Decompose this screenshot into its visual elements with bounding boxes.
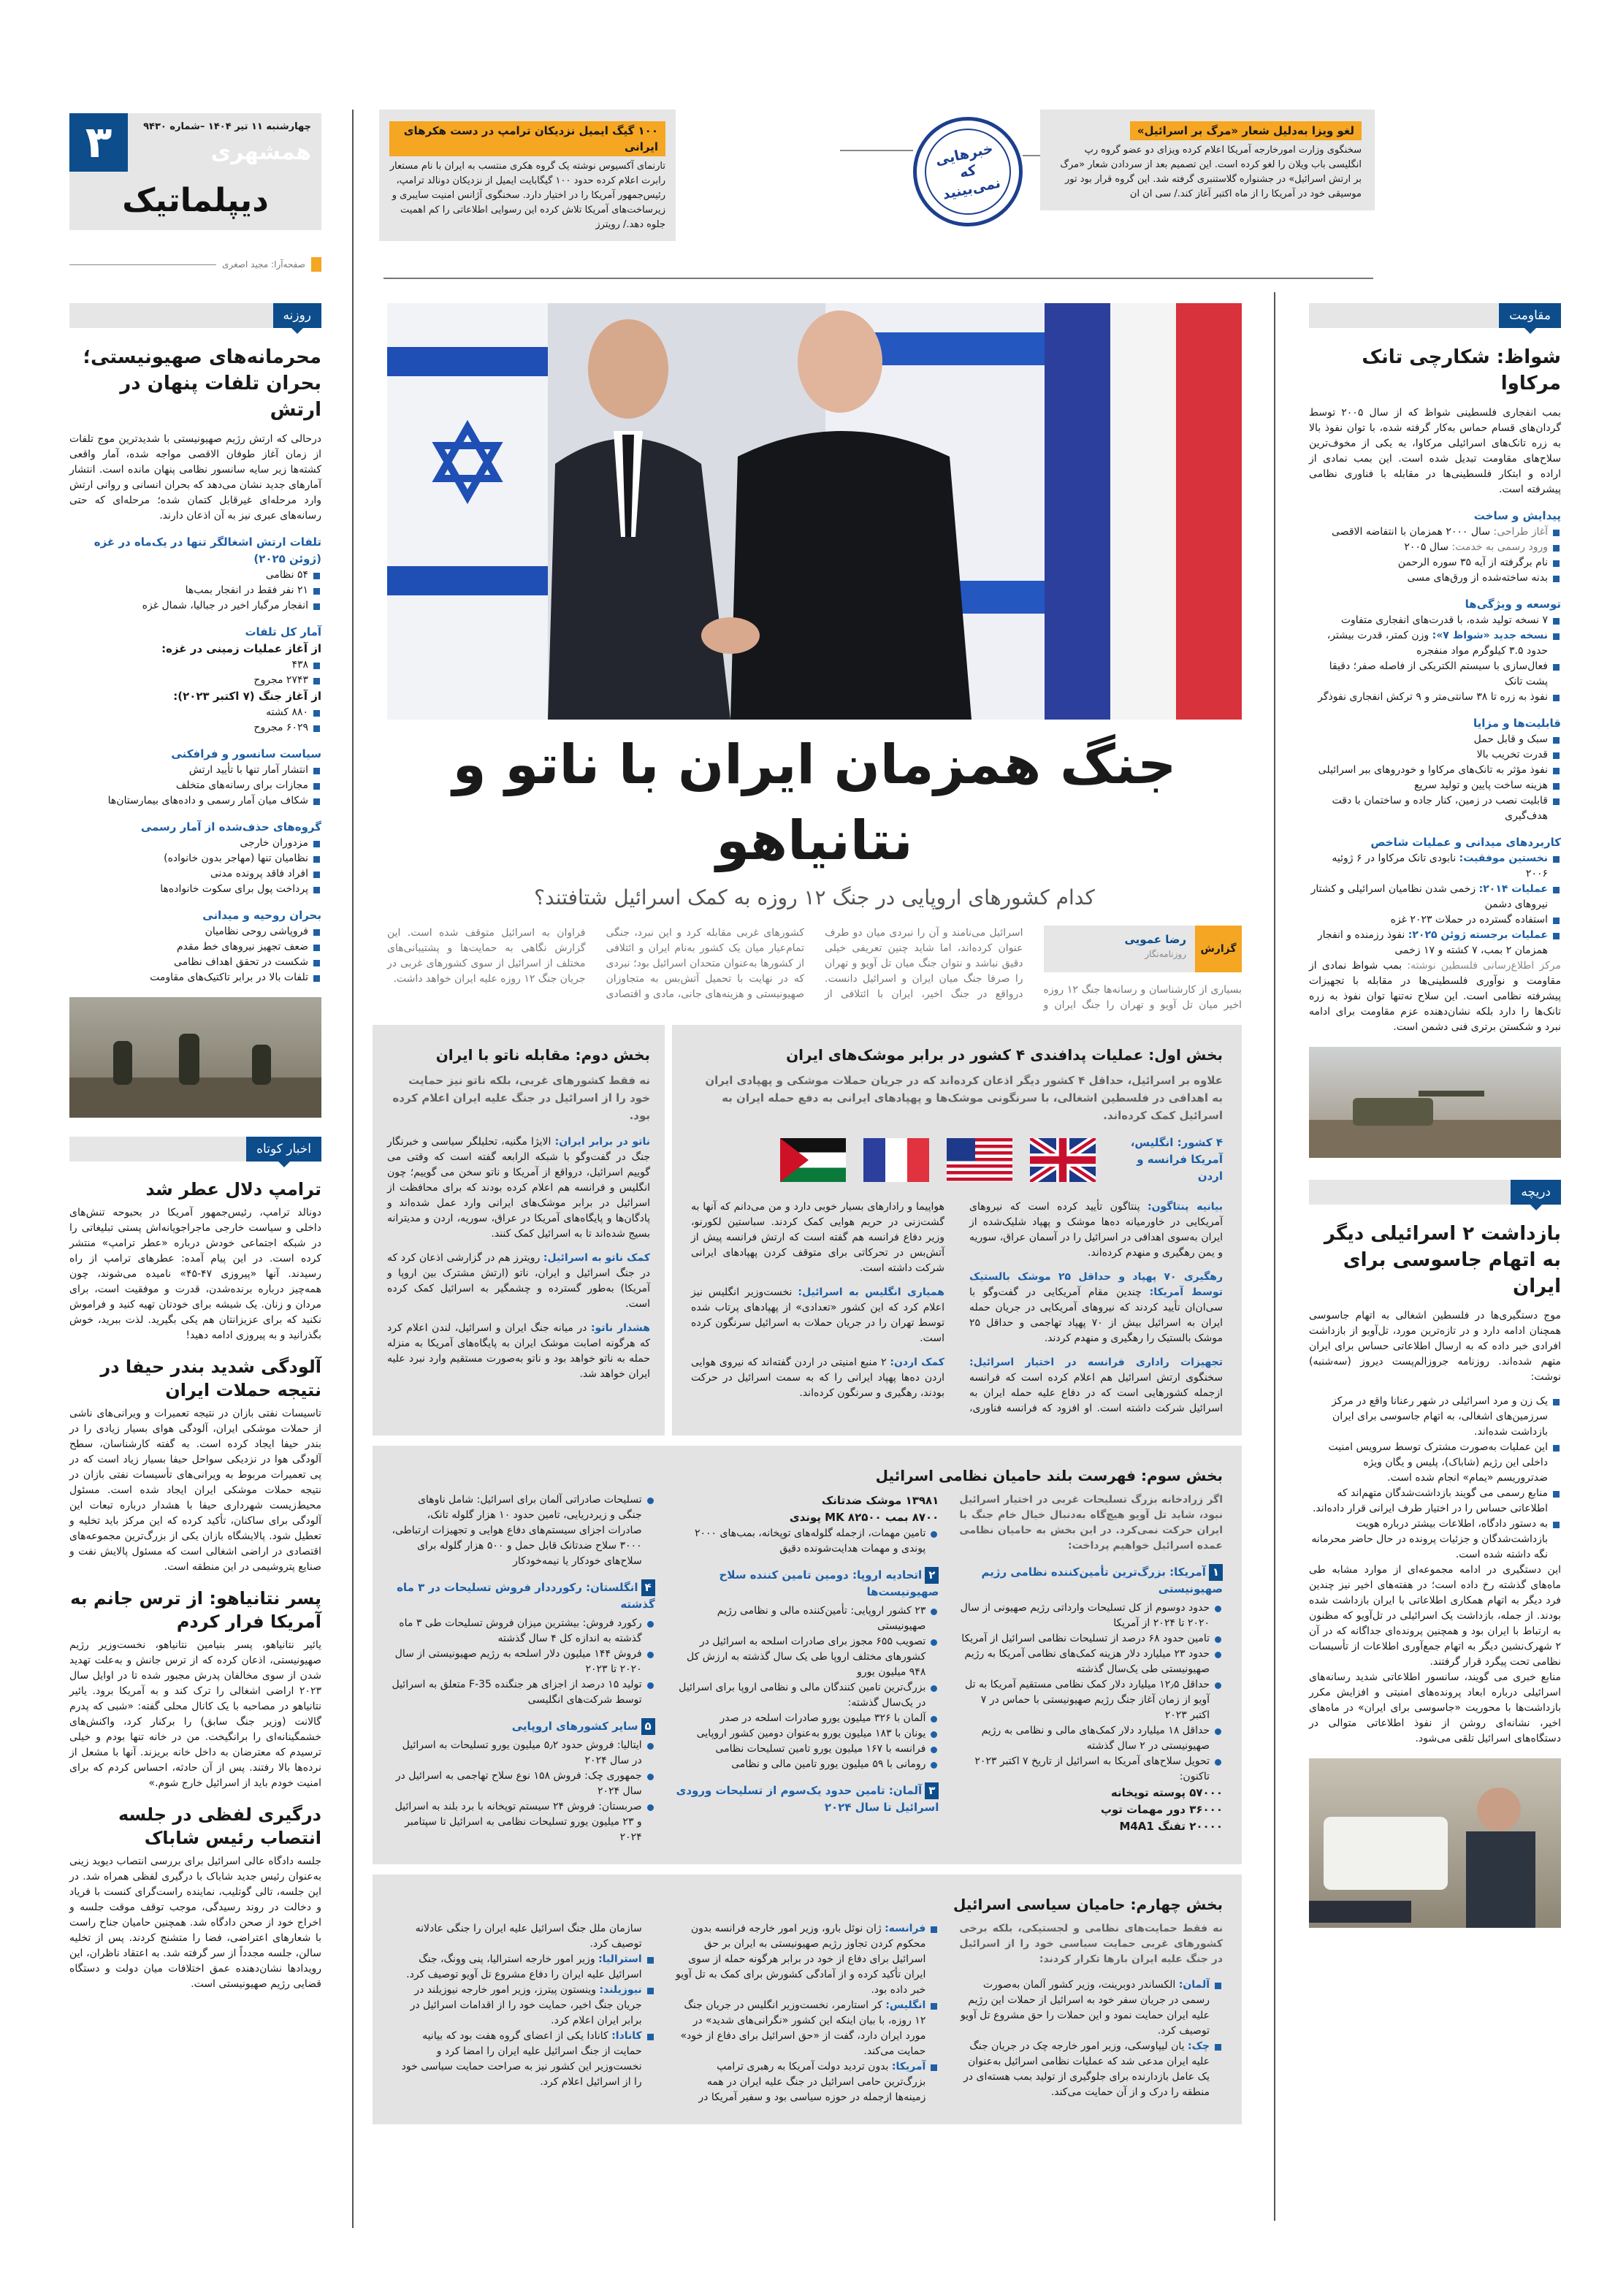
item-text: یان لیپاوسکی، وزیر امور خارجه چک در جریان جنگ علیه ایران مدعی شد که عملیات نظامی اسرائیل به‌عنوان یک عامل بازدارنده برای جلوگیری از تولید بمب هسته‌ای در منطقه را درک و از آن حمایت می‌کند. (963, 2040, 1210, 2098)
stat-line: ۲۰۰۰۰ تفنگ M4A1 (1119, 1820, 1223, 1833)
list-item-list (1309, 1394, 1561, 1563)
section-2-box: بخش دوم: مقابله ناتو با ایران نه فقط کشورهای غربی، بلکه ناتو نیز حمایت خود را از اسرائیل در جنگ علیه ایران اعلام کرده بود. ناتو در برابر ایران: الایژا مگنیه، تحلیلگر سیاسی و خبرنگار جنگ در گفت‌وگو با شبکه الرابعه گفته است که وقتی می گوییم اسرائیل، درواقع از آمریکا و ناتو سخن می گوییم؛ چون انگلیس و فرانسه هم اعلام کرده بودند که برای محافظت از اسرائیل در برابر موشک‌های ایرانی وارد عمل شده‌اند و پادگان‌ها و پایگاه‌های آمریکا در عراق، سوریه، اردن و مدیترانه بسیج شده‌اند تا به اسرائیل کمک کنند. کمک ناتو به اسرائیل: رویترز هم در گزارشی اذعان کرد که در جنگ اسرائیل و ایران، ناتو (ارتش مشترک بین اروپا و آمریکا) به‌طور گسترده و چشمگیر به اسرائیل کمک کرده است. هشدار ناتو: در میانه جنگ ایران و اسرائیل، لندن اعلام کرد که هرگونه اصابت موشک ایران به پایگاه‌های آمریکا به منزله حمله به ناتو خواهد بود و ناتو به‌صورت مستقیم وارد نبرد علیه ایران خواهد شد. (373, 1025, 665, 1435)
list-item: حدود ۲۳ میلیارد دلار هزینه کمک‌های نظامی آمریکا به رژیم صهیونیستی طی یک‌سال گذشته (959, 1647, 1223, 1677)
report-intro: گزارش رضا عمویی روزنامه‌نگار بسیاری از کارشناسان و رسانه‌ها جنگ ۱۲ روزه اخیر میان تل آویو و تهران را جنگ ایران و اسرائیل می‌نامند و آن را نبردی میان دو طرف عنوان کرده‌اند، اما شاید چنین تعریفی خیلی دقیق نباشد و نتوان جنگ میان تل آویو و تهران را صرفا جنگ میان ایران و اسرائیل دانست. درواقع در جنگ اخیر، ایران با ائتلافی از کشورهای غربی مقابله کرد و این نبرد، جنگی تمام‌عیار میان یک کشور به‌نام ایران و ائتلافی از کشورها به‌عنوان متحدان اسرائیل بود؛ نبردی که در نهایت با تحمیل آتش‌بس به متجاوزان صهیونیستی و هزینه‌های جانی، مادی و اقتصادی فراوان به اسرائیل متوقف شده است. این گزارش نگاهی به حمایت‌ها و پشتیبانی‌های مختلف از اسرائیل از سوی کشورهای غربی در جریان جنگ ۱۲ روزه علیه ایران خواهد داشت. (387, 927, 1242, 1011)
list-item: آلمان با ۳۲۶ میلیون یورو صادرات اسلحه در صدر (676, 1711, 939, 1726)
item-lead: رهگیری ۷۰ پهپاد و حداقل ۲۵ موشک بالستیک توسط آمریکا: (969, 1271, 1224, 1298)
item-lead: عملیات ۲۰۱۴: (1478, 883, 1548, 895)
list-item-list (1309, 851, 1561, 958)
page-number: ۳ (69, 113, 128, 172)
section-3-box: بخش سوم: فهرست بلند حامیان نظامی اسرائیل اگر زرادخانه بزرگ تسلیحات غربی در اختیار اسرائیل نبود، شاید تل آویو هیچ‌گاه به‌دنبال خیال خام جنگ با ایران حرکت نمی‌کرد. در این بخش به حامیان نظامی عمده اسرائیل خواهیم پرداخت: ۱آمریکا: بزرگ‌ترین تأمین‌کننده نظامی رژیم صهیونیستی حدود دوسوم از کل تسلیحات وارداتی رژیم صهیونی از سال ۲۰۲۰ تا ۲۰۲۴ از آمریکا تامین حدود ۶۸ درصد از تسلیحات نظامی اسرائیل از آمریکا حدود ۲۳ میلیارد دلار هزینه کمک‌های نظامی آمریکا به رژیم صهیونیستی طی یک‌سال گذشته حداقل ۱۲٫۵ میلیارد دلار کمک نظامی مستقیم آمریکا به تل آویو از زمان آغاز جنگ رژیم صهیونیستی با حماس در ۷ اکتبر ۲۰۲۳ حداقل ۱۸ میلیارد دلار کمک‌های مالی و نظامی به رژیم صهیونیستی در ۲ سال گذشته تحویل سلاح‌های آمریکا به اسرائیل از تاریخ ۷ اکتبر ۲۰۲۳ تاکنون: ۵۷۰۰۰ پوسته توپخانه ۳۶۰۰۰ دور مهمات توپ ۲۰۰۰۰ تفنگ M4A1 ۱۳۹۸۱ موشک ضدتانک ۸۷۰۰ بمب MK ۸۲۵۰۰ پوندی تامین مهمات، ازجمله گلوله‌های توپخانه، بمب‌های ۲۰۰۰ پوندی و مهمات هدایت‌شونده دقیق ۲اتحادیه اروپا: دومین تامین کننده سلاح صهیونیست‌ها ۲۳ کشور اروپایی: تأمین‌کننده مالی و نظامی رژیم صهیونیستی تصویب ۶۵۵ مجوز برای صادرات اسلحه به اسرائیل در کشورهای مختلف اروپا طی یک سال گذشته به ارزش کل ۹۴۸ میلیون یورو بزرگ‌ترین تامین کنندگان مالی و نظامی اروپا برای اسرائیل در یک‌سال گذشته: آلمان با ۳۲۶ میلیون یورو صادرات اسلحه در صدر یونان با ۱۸۳ میلیون یورو به‌عنوان دومین کشور اروپایی فرانسه با ۱۶۷ میلیون یورو تامین تسلیحات نظامی رومانی با ۵۹ میلیون یورو تامین مالی و نظامی ۳آلمان: تامین حدود یک‌سوم از تسلیحات ورودی اسرائیل تا سال ۲۰۲۴ تسلیحات صادراتی آلمان برای اسرائیل: شامل ناوهای جنگی و زیردریایی، تامین حدود ۱۰ هزار گلوله تانک، صادرات اجزای سیستم‌های دفاع هوایی و تجهیزات ارتباطی، ۳۰۰۰ سلاح ضدتانک قابل حمل و ۵۰۰ هزار گلوله برای سلاح‌های خودکار یا نیمه‌خودکار ۴انگلستان: رکورددار فروش تسلیحات در ۳ ماه گذشته رکورد فروش: بیشترین میزان فروش تسلیحات طی ۳ ماه گذشته به اندازه کل ۴ سال گذشته فروش ۱۴۴ میلیون دلار اسلحه به رژیم صهیونیستی از سال ۲۰۲۰ تا ۲۰۲۳ تولید ۱۵ درصد از اجزای هر جنگنده F-35 متعلق به اسرائیل توسط شرکت‌های انگلیسی ۵سایر کشورهای اروپایی ایتالیا: فروش حدود ۵٫۲ میلیون یورو تسلیحات به اسرائیل در سال ۲۰۲۴ جمهوری چک: فروش ۱۵۸ نوع سلاح تهاجمی به اسرائیل در سال ۲۰۲۴ صربستان: فروش ۲۴ سیستم توپخانه با برد بلند به اسرائیل و ۲۳ میلیون یورو تسلیحات نظامی به اسرائیل تا سپتامبر ۲۰۲۴ (373, 1446, 1242, 1864)
list-item: تحویل سلاح‌های آمریکا به اسرائیل از تاریخ ۷ اکتبر ۲۰۲۳ تاکنون: (959, 1754, 1223, 1785)
item-text: پنتاگون تأیید کرده است که نیروهای آمریکایی در خاورمیانه ده‌ها موشک و پهپاد شلیک‌شده از ایران به‌سوی اهدافی در اسرائیل را در آسمان عراق، سوریه و یمن رهگیری و منهدم کرده‌اند. (969, 1201, 1223, 1259)
list-item (959, 2039, 1223, 2100)
list-item (1309, 628, 1561, 659)
list-item: این عملیات به‌صورت مشترک توسط سرویس امنیت داخلی این رژیم (شاباک)، پلیس و یگان ویژه ضدتروریسم «یمام» انجام شده است. (1309, 1440, 1561, 1486)
list-item: تسلیحات صادراتی آلمان برای اسرائیل: شامل ناوهای جنگی و زیردریایی، تامین حدود ۱۰ هزار گلوله تانک، صادرات اجزای سیستم‌های دفاع هوایی و تجهیزات ارتباطی، ۳۰۰۰ سلاح ضدتانک قابل حمل و ۵۰۰ هزار گلوله برای سلاح‌های خودکار یا نیمه‌خودکار (392, 1492, 655, 1569)
paragraph-list (691, 1200, 1223, 1416)
list-item (392, 1983, 655, 2029)
top-divider (383, 278, 1373, 279)
list-item: بزرگ‌ترین تامین کنندگان مالی و نظامی اروپا برای اسرائیل در یک‌سال گذشته: (676, 1680, 939, 1711)
list-item: نظامیان تنها (مهاجر بدون خانواده) (69, 851, 321, 866)
list-item: سبک و قابل حمل (1309, 732, 1561, 747)
item-text: کانادا یکی از اعضای گروه هفت بود که بیانیه حمایت از جنگ اسرائیل علیه ایران را امضا کرد و نخست‌وزیر این کشور نیز به صراحت حمایت سیاسی خود را از اسرائیل اعلام کرد. (401, 2030, 642, 2088)
list-item: حداقل ۱۲٫۵ میلیارد دلار کمک نظامی مستقیم آمریکا به تل آویو از زمان آغاز جنگ رژیم صهیونیستی با حماس در ۷ اکتبر ۲۰۲۳ (959, 1677, 1223, 1723)
list-item: ۸۸۰ کشته (69, 705, 321, 720)
list-item: قدرت تخریب بالا (1309, 747, 1561, 763)
paragraph (387, 1251, 650, 1312)
item-text: ۲ منبع امنیتی در اردن گفته‌اند که نیروی هوایی اردن ده‌ها پهپاد ایرانی را که به سمت اسرائیل در حرکت بودند، رهگیری و سرنگون کرده‌اند. (691, 1357, 944, 1399)
list-item: نام برگرفته از آیه ۳۵ سوره الرحمن (1309, 555, 1561, 571)
short-news (69, 1137, 321, 1992)
item-lead: همیاری انگلیس به اسرائیل: (798, 1286, 944, 1298)
jordan-flag-icon (780, 1138, 846, 1182)
item-lead: آلمان: (1178, 1979, 1210, 1991)
list-item: بدنه ساخته‌شده از ورق‌های مسی (1309, 571, 1561, 586)
paper-logo: همشهری (210, 140, 311, 165)
item-lead: بیانیه پنتاگون: (1147, 1201, 1223, 1213)
paragraph (969, 1270, 1223, 1346)
item-text: الایژا مگنیه، تحلیلگر سیاسی و خبرنگار جنگ در گفت‌وگو با شبکه الرابعه گفته است که وقتی می گوییم اسرائیل، درواقع از آمریکا و ناتو سخن می گوییم؛ چون انگلیس و فرانسه هم اعلام کرده بودند که برای محافظت از اسرائیل در برابر موشک‌های ایرانی وارد عمل شده‌اند و پادگان‌ها و پایگاه‌های آمریکا در عراق، سوریه، اردن و مدیترانه بسیج شده‌اند تا به اسرائیل کمک کنند. (387, 1136, 650, 1240)
item-lead: آمریکا: (891, 2061, 926, 2072)
list-item-list (1309, 732, 1561, 824)
list-item: فرانسه با ۱۶۷ میلیون یورو تامین تسلیحات نظامی (676, 1742, 939, 1757)
masthead (69, 113, 321, 230)
list-item: انتشار آمار تنها با تأیید ارتش (69, 763, 321, 778)
list-item: منابع رسمی می گویند بازداشت‌شدگان متهم‌اند که اطلاعاتی حساس را در اختیار طرف ایرانی قرار داده‌اند. (1309, 1486, 1561, 1517)
supplier-group: ۱آمریکا: بزرگ‌ترین تأمین‌کننده نظامی رژیم صهیونیستی حدود دوسوم از کل تسلیحات وارداتی رژیم صهیونی از سال ۲۰۲۰ تا ۲۰۲۴ از آمریکا تامین حدود ۶۸ درصد از تسلیحات نظامی اسرائیل از آمریکا حدود ۲۳ میلیارد دلار هزینه کمک‌های نظامی آمریکا به رژیم صهیونیستی طی یک‌سال گذشته حداقل ۱۲٫۵ میلیارد دلار کمک نظامی مستقیم آمریکا به تل آویو از زمان آغاز جنگ رژیم صهیونیستی با حماس در ۷ اکتبر ۲۰۲۳ حداقل ۱۸ میلیارد دلار کمک‌های مالی و نظامی به رژیم صهیونیستی در ۲ سال گذشته تحویل سلاح‌های آمریکا به اسرائیل از تاریخ ۷ اکتبر ۲۰۲۳ تاکنون: ۵۷۰۰۰ پوسته توپخانه ۳۶۰۰۰ دور مهمات توپ ۲۰۰۰۰ تفنگ M4A1 ۱۳۹۸۱ موشک ضدتانک ۸۷۰۰ بمب MK ۸۲۵۰۰ پوندی تامین مهمات، ازجمله گلوله‌های توپخانه، بمب‌های ۲۰۰۰ پوندی و مهمات هدایت‌شونده دقیق (676, 1492, 1223, 1845)
list-item: ۲۷۴۳ مجروح (69, 673, 321, 688)
designer-credit: صفحه‌آرا: مجید اصغری (69, 257, 321, 272)
list-item: تولید ۱۵ درصد از اجزای هر جنگنده F-35 متعلق به اسرائیل توسط شرکت‌های انگلیسی (392, 1677, 655, 1708)
list-item-list (69, 568, 321, 614)
list-item: حدود دوسوم از کل تسلیحات وارداتی رژیم صهیونی از سال ۲۰۲۰ تا ۲۰۲۴ از آمریکا (959, 1601, 1223, 1631)
sections-row (373, 1025, 1242, 1435)
item-lead: ورود رسمی به خدمت: (1451, 541, 1548, 553)
list-item-list (959, 1601, 1223, 1785)
list-item (1309, 525, 1561, 540)
item-lead: تجهیزات راداری فرانسه در اختیار اسرائیل: (969, 1357, 1223, 1368)
list-item: افراد فاقد پرونده مدنی (69, 866, 321, 882)
center-column (373, 303, 1242, 2124)
item-text: در میانه جنگ ایران و اسرائیل، لندن اعلام کرد که هرگونه اصابت موشک ایران به پایگاه‌های آمریکا به منزله حمله به ناتو خواهد بود و ناتو به‌صورت مستقیم وارد نبرد علیه ایران خواهد شد. (387, 1322, 650, 1380)
list-item (1309, 882, 1561, 912)
item-lead: کانادا: (611, 2030, 642, 2042)
item-text: وزن کمتر، قدرت بیشتر، حدود ۳.۵ کیلوگرم مواد منفجره (1327, 630, 1548, 657)
list-item: تلفات بالا در برابر تاکتیک‌های مقاومت (69, 970, 321, 985)
list-item (959, 1977, 1223, 2039)
list-item: شکست در تحقق اهداف نظامی (69, 955, 321, 970)
list-item: ۲۳ کشور اروپایی: تأمین‌کننده مالی و نظامی رژیم صهیونیستی (676, 1603, 939, 1634)
list-item: ضعف تجهیز نیروهای خط مقدم (69, 939, 321, 955)
list-item (1309, 540, 1561, 555)
section-header: مقاومت (1309, 303, 1561, 328)
stat-line: ۵۷۰۰۰ پوسته توپخانه (1110, 1786, 1223, 1799)
list-item: ۵۴ نظامی (69, 568, 321, 583)
item-lead: نخستین موفقیت: (1459, 853, 1548, 864)
left-column: روزنه محرمانه‌های صهیونیستی؛ بحران تلفات پنهان در ارتش درحالی که ارتش رژیم صهیونیستی با شدیدترین موج تلفات از زمان آغاز طوفان الاقصی مواجه شده، آمار واقعی کشته‌ها زیر سایه سانسور نظامی پنهان مانده است. انتشار آمارهای جدید نشان می‌دهد که بحران انسانی و روانی ارتش وارد مرحله‌ای غیرقابل کتمان شده؛ مرحله‌ای که حتی رسانه‌های عبری نیز به آن اذعان دارند. تلفات ارتش اشغالگر تنها در یک‌ماه در غزه (ژوئن ۲۰۲۵) ۵۴ نظامی ۲۱ نفر فقط در انفجار بمب‌ها انفجار مرگبار اخیر در جبالیا، شمال غزه آمار کل تلفات از آغاز عملیات زمینی در غزه: ۴۳۸ ۲۷۴۳ مجروح از آغاز جنگ (۷ اکتبر ۲۰۲۳): ۸۸۰ کشته ۶۰۲۹ مجروح سیاست سانسور و فرافکنی انتشار آمار تنها با تأیید ارتش مجازات برای رسانه‌های متخلف شکاف میان آمار رسمی و داده‌های بیمارستان‌ها گروه‌های حذف‌شده از آمار رسمی مزدوران خارجی نظامیان تنها (مهاجر بدون خانواده) افراد فاقد پرونده مدنی پرداخت پول برای سکوت خانواده‌ها بحران روحیه و میدانی فروپاشی روحی نظامیان ضعف تجهیز نیروهای خط مقدم شکست در تحقق اهداف نظامی تلفات بالا در برابر تاکتیک‌های مقاومت اخبار کوتاه ترامپ دلال عطر شد دونالد ترامپ، رئیس‌جمهور آمریکا در بحبوحه تنش‌های داخلی و سیاست خارجی ماجراجویانه‌اش پستی تبلیغاتی را در شبکه اجتماعی خودش درباره «عطر ترامپ» منتشر کرده است. در این پیام آمده: عطرهای ترامپ از راه رسیدند. آنها «پیروزی ۴۷-۴۵» نامیده می‌شوند، چون همه‌چیز درباره برنده‌شدن، قدرت و موفقیت است، برای مردان و زنان. یک شیشه برای خودتان تهیه کنید و فراموش نکنید که برای عزیزانتان هم یکی بگیرید. لذت ببرید، خوش بگذرانید و به پیروزی ادامه دهید! آلودگی شدید بندر حیفا در نتیجه حملات ایران تاسیسات نفتی بازان در نتیجه تعمیرات و ویرانی‌های ناشی از حملات موشکی ایران، آلودگی هوای بسیار زیادی را در بندر حیفا ایجاد کرده است. به گفته کارشناسان، سطح آلودگی هوا در نزدیکی سواحل حیفا بسیار زیاد است که در پی تعمیرات مربوط به ویرانی‌های تأسیسات نفتی بازان در نتیجه حملات موشکی ایران ایجاد شده است. مسئول محیط‌زیست شهرداری حیفا با هشدار درباره تبعات این آلودگی برای ساکنان، تأکید کرده که این مرکز باید تخلیه و تعطیل شود. پالایشگاه بازان یکی از بزرگ‌ترین مجموعه‌های اقتصادی در اراضی اشغالی است که مسئول پالایش نفت و صنایع پتروشیمی در این منطقه است. پسر نتانیاهو: از ترس جانم به آمریکا فرار کردم یائیر نتانیاهو، پسر بنیامین نتانیاهو، نخست‌وزیر رژیم صهیونیستی، اذعان کرده که از ترس جانش و به‌علت تهدید شدن از سوی مخالفان پدرش مجبور شده تا در اوایل سال ۲۰۲۳ اراضی اشغالی را ترک کند و به آمریکا برود. یائیر نتانیاهو در مصاحبه با یک کانال محلی گفته: «شبی که پدرم گالانت (وزیر جنگ سابق) را برکنار کرد، واکنش‌های خشمگینانه‌ای را برانگیخت. من در خانه تنها بودم و خیلی ترسیدم که معترضان به داخل خانه بریزند. آنها با مشعل از نرده‌ها بالا رفتند. پس از آن حادثه، احساس کردم که برای امنیت خودم باید از اسرائیل خارج شوم.» درگیری لفظی در جلسه انتصاب رئیس شاباک جلسه دادگاه عالی اسرائیل برای بررسی انتصاب دیوید زینی به‌عنوان رئیس جدید شاباک با درگیری لفظی همراه شد. در این جلسه، تالی گوتلیب، نماینده راست‌گرای کنست با فریاد و دخالت در روند رسیدگی، موجب توقف موقت جلسه و اخراج خود از صحن دادگاه شد. همچنین حامیان جناح راست با شعارهای اعتراضی، فضا را متشنج کردند. پس از تخلیه سالن، جلسه مجدداً از سر گرفته شد. به اعتقاد ناظران، این رویدادها نشان‌دهنده عمق اختلافات میان دولت و دستگاه قضایی رژیم صهیونیستی است. (69, 303, 321, 1992)
credit-marker-icon (311, 257, 321, 272)
news-stamp: خبرهایی که نمی‌بینید (903, 107, 1033, 237)
list-item: قابلیت نصب در زمین، کنار جاده و ساختمان با دقت هدف‌گیری (1309, 793, 1561, 824)
item-text: سال ۲۰۰۰ همزمان با انتفاضه الاقصی (1332, 526, 1494, 538)
list-item-list (392, 1738, 655, 1845)
column-divider (352, 110, 354, 2228)
item-lead: آغاز طراحی: (1493, 526, 1548, 538)
list-item: ۷ نسخه تولید شده، با قدرت‌های انفجاری متفاوت (1309, 613, 1561, 628)
list-item-list (676, 1603, 939, 1772)
item-lead: عملیات برجسته ژوئن ۲۰۲۵: (1408, 929, 1548, 941)
list-item (1309, 928, 1561, 958)
connector-line (1023, 155, 1040, 156)
list-item-list (69, 924, 321, 985)
byline-role: روزنامه‌نگار (1145, 949, 1186, 959)
list-item: نفوذ مؤثر به تانک‌های مرکاوا و خودروهای ببر اسرائیلی (1309, 763, 1561, 778)
item-text: رویترز هم در گزارشی اذعان کرد که در جنگ اسرائیل و ایران، ناتو (ارتش مشترک بین اروپا و آمریکا) به‌طور گسترده و چشمگیر به اسرائیل کمک کرده است. (387, 1252, 650, 1310)
list-item: تصویب ۶۵۵ مجوز برای صادرات اسلحه به اسرائیل در کشورهای مختلف اروپا طی یک سال گذشته به ارزش کل ۹۴۸ میلیون یورو (676, 1634, 939, 1680)
main-headline: جنگ همزمان ایران با ناتو و نتانیاهو (452, 733, 1177, 872)
list-item-list (69, 657, 321, 688)
top-news-item: لغو ویزا به‌دلیل شعار «مرگ بر اسرائیل» سخنگوی وزارت امورخارجه آمریکا اعلام کرده ویزای دو عضو گروه رپ انگلیسی باب ویلان را لغو کرده است. این تصمیم بعد از سردادن شعار «مرگ بر ارتش اسرائیل» در جشنواره گلاستنبری گرفته شد. این گروه قرار بود تور موسیقی خود در آمریکا را از ماه اکتبر آغاز کند./ سی ان ان (1040, 110, 1375, 210)
news-item: آلودگی شدید بندر حیفا در نتیجه حملات ایران تاسیسات نفتی بازان در نتیجه تعمیرات و ویرانی‌های ناشی از حملات موشکی ایران، آلودگی هوای بسیار زیادی را در بندر حیفا ایجاد کرده است. به گفته کارشناسان، سطح آلودگی هوا در نزدیکی سواحل حیفا بسیار زیاد است که در پی تعمیرات مربوط به ویرانی‌های تأسیسات نفتی بازان در نتیجه حملات موشکی ایران ایجاد شده است. مسئول محیط‌زیست شهرداری حیفا با هشدار درباره تبعات این آلودگی برای ساکنان، تأکید کرده که این مرکز باید تخلیه و تعطیل شود. پالایشگاه بازان یکی از بزرگ‌ترین مجموعه‌های اقتصادی در اراضی اشغالی است که مسئول پالایش نفت و صنایع پتروشیمی در این منطقه است. (69, 1357, 321, 1573)
item-lead: انگلیس: (885, 1999, 926, 2011)
supplier-group: ۵سایر کشورهای اروپایی ایتالیا: فروش حدود ۵٫۲ میلیون یورو تسلیحات به اسرائیل در سال ۲۰۲۴ جمهوری چک: فروش ۱۵۸ نوع سلاح تهاجمی به اسرائیل در سال ۲۰۲۴ صربستان: فروش ۲۴ سیستم توپخانه با برد بلند به اسرائیل و ۲۳ میلیون یورو تسلیحات نظامی به اسرائیل تا سپتامبر ۲۰۲۴ (392, 1718, 655, 1845)
handshake (701, 617, 760, 654)
list-item-list (392, 1616, 655, 1708)
list-item: حداقل ۱۸ میلیارد دلار کمک‌های مالی و نظامی به رژیم صهیونیستی در ۲ سال گذشته (959, 1723, 1223, 1754)
list-item-list (69, 836, 321, 897)
list-item: ایتالیا: فروش حدود ۵٫۲ میلیون یورو تسلیحات به اسرائیل در سال ۲۰۲۴ (392, 1738, 655, 1769)
connector-line (840, 150, 913, 151)
list-item: استفاده گسترده در حملات ۲۰۲۳ غزه (1309, 912, 1561, 928)
main-photo (387, 303, 1242, 720)
item-lead: کمک اردن: (890, 1357, 945, 1368)
item-text: چندین مقام آمریکایی در گفت‌وگو با سی‌ان‌ان تأیید کردند که نیروهای آمریکایی در جریان حمله ایران به اسرائیل بیش از ۷۰ پهپاد تهاجمی و حداقل ۲۵ موشک بالستیک را رهگیری و منهدم کردند. (969, 1286, 1223, 1344)
item-text: سال ۲۰۰۵ (1404, 541, 1452, 553)
list-item: شکاف میان آمار رسمی و داده‌های بیمارستان‌ها (69, 793, 321, 809)
news-item: درگیری لفظی در جلسه انتصاب رئیس شاباک جلسه دادگاه عالی اسرائیل برای بررسی انتصاب دیوید زینی به‌عنوان رئیس جدید شاباک با درگیری لفظی همراه شد. در این جلسه، تالی گوتلیب، نماینده راست‌گرای کنست با فریاد و دخالت در روند رسیدگی، موجب توقف موقت جلسه و اخراج خود از صحن دادگاه شد. همچنین حامیان جناح راست با شعارهای اعتراضی، فضا را متشنج کردند. پس از تخلیه سالن، جلسه مجدداً از سر گرفته شد. به اعتقاد ناظران، این رویدادها نشان‌دهنده عمق اختلافات میان دولت و دستگاه قضایی رژیم صهیونیستی است. (69, 1804, 321, 1990)
france-flag (1045, 303, 1242, 720)
list-item: ۴۳۸ (69, 657, 321, 673)
list-item: مزدوران خارجی (69, 836, 321, 851)
list-item (1309, 851, 1561, 882)
item-text: وینستون پیترز، وزیر امور خارجه نیوزیلند در جریان جنگ اخیر، حمایت خود را از اقدامات اسرائیل در برابر ایران اعلام کرد. (410, 1984, 642, 2026)
section-header: اخبار کوتاه (69, 1137, 321, 1162)
byline-author: رضا عمویی (1124, 933, 1186, 946)
paragraph (387, 1321, 650, 1382)
news-item: ترامپ دلال عطر شد دونالد ترامپ، رئیس‌جمهور آمریکا در بحبوحه تنش‌های داخلی و سیاست خارجی ماجراجویانه‌اش پستی تبلیغاتی را در شبکه اجتماعی خودش درباره «عطر ترامپ» منتشر کرده است. در این پیام آمده: عطرهای ترامپ از راه رسیدند. آنها «پیروزی ۴۷-۴۵» نامیده می‌شوند، چون همه‌چیز درباره برنده‌شدن، قدرت و موفقیت است، برای مردان و زنان. یک شیشه برای خودتان تهیه کنید و فراموش نکنید که برای عزیزانتان هم یکی بگیرید. لذت ببرید، خوش بگذرانید و به پیروزی ادامه دهید! (69, 1179, 321, 1341)
list-item: فروش ۱۴۴ میلیون دلار اسلحه به رژیم صهیونیستی از سال ۲۰۲۰ تا ۲۰۲۳ (392, 1647, 655, 1677)
section-header: دریچه (1309, 1180, 1561, 1205)
paragraph (387, 1134, 650, 1242)
list-item: تامین حدود ۶۸ درصد از تسلیحات نظامی اسرائیل از آمریکا (959, 1631, 1223, 1647)
item-text: کر استارمر، نخست‌وزیر انگلیس در جریان جنگ ۱۲ روزه، با بیان اینکه این کشور «نگرانی‌های شدید» در مورد ایران دارد، گفت از «حق اسرائیل برای دفاع از خود» حمایت می‌کند. (680, 1999, 926, 2057)
list-item: مجازات برای رسانه‌های متخلف (69, 778, 321, 793)
police-photo (1309, 1758, 1561, 1928)
news-item: پسر نتانیاهو: از ترس جانم به آمریکا فرار کردم یائیر نتانیاهو، پسر بنیامین نتانیاهو، نخست‌وزیر رژیم صهیونیستی، اذعان کرده که از ترس جانش و به‌علت تهدید شدن از سوی مخالفان پدرش مجبور شده تا در اوایل سال ۲۰۲۳ اراضی اشغالی را ترک کند و به آمریکا برود. یائیر نتانیاهو در مصاحبه با یک کانال محلی گفته: «شبی که پدرم گالانت (وزیر جنگ سابق) را برکنار کرد، واکنش‌های خشمگینانه‌ای را برانگیخت. من در خانه تنها بودم و خیلی ترسیدم که معترضان به داخل خانه بریزند. آنها با مشعل از نرده‌ها بالا رفتند. پس از آن حادثه، احساس کردم که برای امنیت خودم باید از اسرائیل خارج شوم.» (69, 1588, 321, 1789)
column-divider (1274, 292, 1275, 2221)
item-text: بدون تردید دولت آمریکا به رهبری ترامپ بزرگ‌ترین حامی اسرائیل در جنگ علیه ایران در همه زمینه‌ها ازجمله در حوزه سیاسی بود و سفیر آمریکا در سازمان ملل جنگ اسرائیل علیه ایران را جنگی عادلانه توصیف کرد. (415, 1923, 926, 2103)
list-item: رومانی با ۵۹ میلیون یورو تامین مالی و نظامی (676, 1757, 939, 1772)
item-text: الکساندر دوبرینت، وزیر کشور آلمان به‌صورت رسمی در جریان سفر خود به اسرائیل از حملات این رژیم علیه ایران حمایت نمود و این حملات را حق مشروع تل آویو توصیف کرد. (960, 1979, 1210, 2037)
item-lead: کمک ناتو به اسرائیل: (543, 1252, 651, 1264)
item-text: نابودی تانک مرکاوا در ۶ ژوئیه ۲۰۰۶ (1332, 853, 1548, 880)
paragraph (691, 1355, 944, 1401)
list-item: یک زن و مرد اسرائیلی در شهر رعنانا واقع در مرکز سرزمین‌های اشغالی، به اتهام جاسوسی برای ایران بازداشت شده‌اند. (1309, 1394, 1561, 1440)
list-item (392, 1952, 655, 1983)
supplier-group: ۲اتحادیه اروپا: دومین تامین کننده سلاح صهیونیست‌ها ۲۳ کشور اروپایی: تأمین‌کننده مالی و نظامی رژیم صهیونیستی تصویب ۶۵۵ مجوز برای صادرات اسلحه به اسرائیل در کشورهای مختلف اروپا طی یک سال گذشته به ارزش کل ۹۴۸ میلیون یورو بزرگ‌ترین تامین کنندگان مالی و نظامی اروپا برای اسرائیل در یک‌سال گذشته: آلمان با ۳۲۶ میلیون یورو صادرات اسلحه در صدر یونان با ۱۸۳ میلیون یورو به‌عنوان دومین کشور اروپایی فرانسه با ۱۶۷ میلیون یورو تامین تسلیحات نظامی رومانی با ۵۹ میلیون یورو تامین مالی و نظامی (676, 1567, 939, 1772)
date-issue: چهارشنبه ۱۱ تیر ۱۴۰۴ –شماره ۹۴۳۰ (143, 121, 311, 132)
list-item-list (69, 763, 321, 809)
list-item: صربستان: فروش ۲۴ سیستم توپخانه با برد بلند به اسرائیل و ۲۳ میلیون یورو تسلیحات نظامی به اسرائیل تا سپتامبر ۲۰۲۴ (392, 1799, 655, 1845)
list-item-list (1309, 613, 1561, 705)
item-text: وزیر امور خارجه استرالیا، پنی وونگ، جنگ اسرائیل علیه ایران را دفاع مشروع تل آویو توصیف کرد. (406, 1953, 642, 1980)
byline-kind: گزارش (1195, 926, 1242, 972)
item-lead: چک: (1187, 2040, 1210, 2052)
list-item: جمهوری چک: فروش ۱۵۸ نوع سلاح تهاجمی به اسرائیل در سال ۲۰۲۴ (392, 1769, 655, 1799)
paragraph (691, 1285, 944, 1346)
main-subtitle: کدام کشورهای اروپایی در جنگ ۱۲ روزه به کمک اسرائیل شتافتند؟ (534, 885, 1095, 909)
list-item: نفوذ به زره تا ۳۸ سانتی‌متر و ۹ ترکش انفجاری نفوذگر (1309, 690, 1561, 705)
list-item-list (392, 1492, 655, 1569)
item-lead: نسخه جدید «شواظ ۷»: (1432, 630, 1548, 641)
soldiers-photo (69, 997, 321, 1118)
section-logo: دیپلماتیک (122, 182, 269, 219)
france-flag-icon (863, 1138, 929, 1182)
section-1-box: بخش اول: عملیات پدافندی ۴ کشور در برابر موشک‌های ایران علاوه بر اسرائیل، حداقل ۴ کشور دیگر اذعان کرده‌اند که در جریان حملات موشکی و پهپادی ایران به اهدافی در فلسطین اشغالی، با سرنگونی موشک‌ها و پهپادهای ایرانی به دفع حمله ایران به اسرائیل کمک کرده‌اند. ۴ کشور: انگلیس، آمریکا فرانسه و اردن بیانیه پنتاگون: پنتاگون تأیید کرده است که نیروهای آمریکایی در خاورمیانه ده‌ها موشک و پهپاد شلیک‌شده از ایران به‌سوی اهدافی در اسرائیل را در آسمان عراق، سوریه و یمن رهگیری و منهدم کرده‌اند. رهگیری ۷۰ پهپاد و حداقل ۲۵ موشک بالستیک توسط آمریکا: چندین مقام آمریکایی در گفت‌وگو با سی‌ان‌ان تأیید کردند که نیروهای آمریکایی در جریان حمله ایران به اسرائیل بیش از ۷۰ پهپاد تهاجمی و حداقل ۲۵ موشک بالستیک را رهگیری و منهدم کردند. تجهیزات راداری فرانسه در اختیار اسرائیل: سخنگوی ارتش اسرائیل هم اعلام کرده است که فرانسه ازجمله کشورهایی است که در دفاع علیه حمله ایران به اسرائیل شرکت داشته است. او افزود که فرانسه فناوری، هواپیما و رادارهای بسیار خوبی دارد و من می‌دانم که آنها به گشت‌زنی در حریم هوایی کمک کردند. سباستین لکورنو، وزیر دفاع فرانسه هم گفته است که ارتش فرانسه پیش از آتش‌بس در تحرکاتی برای متوقف کردن پهپادهای ایرانی شرکت داشته است. همیاری انگلیس به اسرائیل: نخست‌وزیر انگلیس نیز اعلام کرد که این کشور «تعدادی» از پهپادهای پرتاب شده توسط تهران را در جریان حملات به اسرائیل سرنگون کرده است. کمک اردن: ۲ منبع امنیتی در اردن گفته‌اند که نیروی هوایی اردن ده‌ها پهپاد ایرانی را که به سمت اسرائیل در حرکت بودند، رهگیری و سرنگون کرده‌اند. (672, 1025, 1242, 1435)
supplier-group: ۴انگلستان: رکورددار فروش تسلیحات در ۳ ماه گذشته رکورد فروش: بیشترین میزان فروش تسلیحات طی ۳ ماه گذشته به اندازه کل ۴ سال گذشته فروش ۱۴۴ میلیون دلار اسلحه به رژیم صهیونیستی از سال ۲۰۲۰ تا ۲۰۲۳ تولید ۱۵ درصد از اجزای هر جنگنده F-35 متعلق به اسرائیل توسط شرکت‌های انگلیسی (392, 1579, 655, 1708)
paragraph (969, 1200, 1223, 1261)
item-lead: استرالیا: (598, 1953, 642, 1965)
list-item: فروپاشی روحی نظامیان (69, 924, 321, 939)
list-item (676, 1921, 939, 1998)
list-item: پرداخت پول برای سکوت خانواده‌ها (69, 882, 321, 897)
flags-row: ۴ کشور: انگلیس، آمریکا فرانسه و اردن (691, 1134, 1223, 1185)
top-news-item: ۱۰۰ گیگ ایمیل نزدیکان ترامپ در دست هکرهای ایرانی تارنمای آکسیوس نوشته یک گروه هکری منتسب به ایران با نام مستعار رابرت اعلام کرده حدود ۱۰۰ گیگابایت ایمیل از نزدیکان دونالد ترامپ، رئیس‌جمهور آمریکا را در اختیار دارد. سخنگوی آژانس امنیت سایبری و زیرساخت‌های آمریکا تلاش کرده این رسوایی اطلاعاتی را کم اهمیت جلوه دهد./ رویترز (379, 110, 676, 241)
list-item (676, 1998, 939, 2059)
list-item: یونان با ۱۸۳ میلیون یورو به‌عنوان دومین کشور اروپایی (676, 1726, 939, 1742)
list-item: فعال‌سازی با سیستم الکتریکی از فاصله صفر؛ دقیقا پشت تانک (1309, 659, 1561, 690)
item-text: سخنگوی ارتش اسرائیل هم اعلام کرده است که فرانسه ازجمله کشورهایی است که در دفاع علیه حمله ایران به اسرائیل شرکت داشته است. او افزود که فرانسه فناوری، هواپیما و رادارهای بسیار خوبی دارد و من می‌دانم که آنها به گشت‌زنی در حریم هوایی کمک کردند. سباستین لکورنو، وزیر دفاع فرانسه هم گفته است که ارتش فرانسه پیش از آتش‌بس در تحرکاتی برای متوقف کردن پهپادهای ایرانی شرکت داشته است. (691, 1201, 1223, 1414)
item-text: نخست‌وزیر انگلیس نیز اعلام کرد که این کشور «تعدادی» از پهپادهای پرتاب شده توسط تهران را در جریان حملات به اسرائیل سرنگون کرده است. (691, 1286, 944, 1344)
item-lead: فرانسه: (885, 1923, 926, 1934)
stat-line: ۳۶۰۰۰ دور مهمات توپ (1100, 1803, 1223, 1816)
item-text: ژان نوئل بارو، وزیر امور خارجه فرانسه بدون محکوم کردن تجاوز رژیم صهیونیستی به ایران بر حق اسرائیل برای دفاع از خود در برابر هرگونه حمله از سوی ایران تأکید کرده و از آمادگی کشورش برای کمک به تل آویو خبر داده بود. (676, 1923, 926, 1996)
item-lead: ناتو در برابر ایران: (554, 1136, 651, 1148)
list-item: هزینه ساخت پایین و تولید سریع (1309, 778, 1561, 793)
right-column-2: دریچه بازداشت ۲ اسرائیلی دیگر به اتهام جاسوسی برای ایران موج دستگیری‌ها در فلسطین اشغالی به اتهام جاسوسی همچنان ادامه دارد و در تازه‌ترین مورد، تل‌آویو از بازداشت افرادی خبر داده که به ارسال اطلاعاتی حساس برای ایران متهم شده‌اند. روزنامه جروزالم‌پست دیروز (سه‌شنبه) نوشت: یک زن و مرد اسرائیلی در شهر رعنانا واقع در مرکز سرزمین‌های اشغالی، به اتهام جاسوسی برای ایران بازداشت شده‌اند. این عملیات به‌صورت مشترک توسط سرویس امنیت داخلی این رژیم (شاباک)، پلیس و یگان ویژه ضدتروریسم «یمام» انجام شده است. منابع رسمی می گویند بازداشت‌شدگان متهم‌اند که اطلاعاتی حساس را در اختیار طرف ایرانی قرار داده‌اند. به دستور دادگاه، اطلاعات بیشتر درباره هویت بازداشت‌شدگان و جزئیات پرونده در حال حاضر محرمانه نگه داشته شده است. این دستگیری در ادامه مجموعه‌ای از موارد مشابه طی ماه‌های گذشته رخ داده است؛ در هفته‌های اخیر نیز چندین فرد دیگر به اتهام همکاری اطلاعاتی با ایران بازداشت شده بودند. از جمله، بازداشت یک اسرائیلی در تل‌آویو که مظنون به ارتباط با ایران بود و همچنین پرونده‌ای جداگانه که در آن ۲ شهرک‌نشین دیگر به اتهام جمع‌آوری اطلاعات از تأسیسات نظامی تحت پیگرد قرار گرفتند. منابع خبری می گویند، سانسور اطلاعاتی شدید رسانه‌های اسرائیلی درباره ابعاد پرونده‌های امنیتی و افزایش مکرر بازداشت‌ها با محوریت «جاسوسی برای ایران» در ماه‌های اخیر، نشانه‌ای روشن از نفوذ اطلاعاتی متوالی در دستگاه‌های اسرائیل تلقی می‌شود. (1309, 1180, 1561, 1747)
list-item-list (1309, 525, 1561, 586)
byline (1044, 926, 1243, 972)
section-4-box: بخش چهارم: حامیان سیاسی اسرائیل نه فقط حمایت‌های نظامی و لجستیکی، بلکه برخی کشورهای غربی حمایت سیاسی خود را از اسرائیل در جنگ علیه ایران بارها تکرار کردند: آلمان: الکساندر دوبرینت، وزیر کشور آلمان به‌صورت رسمی در جریان سفر خود به اسرائیل از حملات این رژیم علیه ایران حمایت نمود و این حملات را حق مشروع تل آویو توصیف کرد. چک: یان لیپاوسکی، وزیر امور خارجه چک در جریان جنگ علیه ایران مدعی شد که عملیات نظامی اسرائیل به‌عنوان یک عامل بازدارنده برای جلوگیری از تولید بمب هسته‌ای در منطقه را درک و از آن حمایت می‌کند. فرانسه: ژان نوئل بارو، وزیر امور خارجه فرانسه بدون محکوم کردن تجاوز رژیم صهیونیستی به ایران بر حق اسرائیل برای دفاع از خود در برابر هرگونه حمله از سوی ایران تأکید کرده و از آمادگی کشورش برای کمک به تل آویو خبر داده بود. انگلیس: کر استارمر، نخست‌وزیر انگلیس در جریان جنگ ۱۲ روزه، با بیان اینکه این کشور «نگرانی‌های شدید» در مورد ایران دارد، گفت از «حق اسرائیل برای دفاع از خود» حمایت می‌کند. آمریکا: بدون تردید دولت آمریکا به رهبری ترامپ بزرگ‌ترین حامی اسرائیل در جنگ علیه ایران در همه زمینه‌ها ازجمله در حوزه سیاسی بود و سفیر آمریکا در سازمان ملل جنگ اسرائیل علیه ایران را جنگی عادلانه توصیف کرد. استرالیا: وزیر امور خارجه استرالیا، پنی وونگ، جنگ اسرائیل علیه ایران را دفاع مشروع تل آویو توصیف کرد. نیوزیلند: وینستون پیترز، وزیر امور خارجه نیوزیلند در جریان جنگ اخیر، حمایت خود را از اقدامات اسرائیل در برابر ایران اعلام کرد. کانادا: کانادا یکی از اعضای گروه هفت بود که بیانیه حمایت از جنگ اسرائیل علیه ایران را امضا کرد و نخست‌وزیر این کشور نیز به صراحت حمایت سیاسی خود را از اسرائیل اعلام کرد. (373, 1874, 1242, 2124)
item-text: نفوذ رزمنده و انفجار همزمان ۲ بمب، ۷ کشته و ۱۷ زخمی (1317, 929, 1548, 956)
list-item: انفجار مرگبار اخیر در جبالیا، شمال غزه (69, 598, 321, 614)
paragraph-list (387, 1134, 650, 1382)
tank-photo (1309, 1047, 1561, 1158)
list-item: به دستور دادگاه، اطلاعات بیشتر درباره هویت بازداشت‌شدگان و جزئیات پرونده در حال حاضر محرمانه نگه داشته شده است. (1309, 1517, 1561, 1563)
uk-flag-icon (1030, 1138, 1096, 1182)
us-flag-icon (947, 1138, 1012, 1182)
list-item: تامین مهمات، ازجمله گلوله‌های توپخانه، بمب‌های ۲۰۰۰ پوندی و مهمات هدایت‌شونده دقیق (676, 1526, 939, 1557)
list-item: ۲۱ نفر فقط در انفجار بمب‌ها (69, 583, 321, 598)
list-item-list (676, 1526, 939, 1557)
supplier-group: ۳آلمان: تامین حدود یک‌سوم از تسلیحات ورودی اسرائیل تا سال ۲۰۲۴ تسلیحات صادراتی آلمان برای اسرائیل: شامل ناوهای جنگی و زیردریایی، تامین حدود ۱۰ هزار گلوله تانک، صادرات اجزای سیستم‌های دفاع هوایی و تجهیزات ارتباطی، ۳۰۰۰ سلاح ضدتانک قابل حمل و ۵۰۰ هزار گلوله برای سلاح‌های خودکار یا نیمه‌خودکار (392, 1494, 939, 1814)
israel-flag (387, 303, 548, 720)
item-text: زخمی شدن نظامیان اسرائیلی و کشتار نیروهای دشمن (1310, 883, 1548, 910)
list-item: ۶۰۲۹ مجروح (69, 720, 321, 736)
list-item-list (69, 705, 321, 736)
stat-line: ۸۷۰۰ بمب MK ۸۲۵۰۰ پوندی (789, 1511, 939, 1524)
section-header: روزنه (69, 303, 321, 328)
right-column: مقاومت شواظ: شکارچی تانک مرکاوا بمب انفجاری فلسطینی شواظ که از سال ۲۰۰۵ توسط گردان‌های قسام حماس به‌کار گرفته شده، با توان نفوذ بالا به زره تانک‌های اسرائیلی مرکاوا، به یکی از مخوف‌ترین سلاح‌های مقاومت تبدیل شده است. این بمب نمادی از اراده و ابتکار فلسطینی‌ها در مقابله با فناوری نظامی پیشرفته است. پیدایش و ساخت آغاز طراحی: سال ۲۰۰۰ همزمان با انتفاضه الاقصی ورود رسمی به خدمت: سال ۲۰۰۵ نام برگرفته از آیه ۳۵ سوره الرحمن بدنه ساخته‌شده از ورق‌های مسی توسعه و ویژگی‌ها ۷ نسخه تولید شده، با قدرت‌های انفجاری متفاوت نسخه جدید «شواظ ۷»: وزن کمتر، قدرت بیشتر، حدود ۳.۵ کیلوگرم مواد منفجره فعال‌سازی با سیستم الکتریکی از فاصله صفر؛ دقیقا پشت تانک نفوذ به زره تا ۳۸ سانتی‌متر و ۹ ترکش انفجاری نفوذگر قابلیت‌ها و مزایا سبک و قابل حمل قدرت تخریب بالا نفوذ مؤثر به تانک‌های مرکاوا و خودروهای ببر اسرائیلی هزینه ساخت پایین و تولید سریع قابلیت نصب در زمین، کنار جاده و ساختمان با دقت هدف‌گیری کاربردهای میدانی و عملیات شاخص نخستین موفقیت: نابودی تانک مرکاوا در ۶ ژوئیه ۲۰۰۶ عملیات ۲۰۱۴: زخمی شدن نظامیان اسرائیلی و کشتار نیروهای دشمن استفاده گسترده در حملات ۲۰۲۳ غزه عملیات برجسته ژوئن ۲۰۲۵: نفوذ رزمنده و انفجار همزمان ۲ بمب، ۷ کشته و ۱۷ زخمی مرکز اطلاع‌رسانی فلسطین نوشته: بمب شواظ نمادی از مقاومت و نوآوری فلسطینی‌ها در مقابله با تجهیزات پیشرفته نظامی است. این سلاح نه‌تنها توان نفوذ به زره تانک‌ها را دارد بلکه نشان‌دهنده عزم مقاومت برای ادامه نبرد و شکستن برتری فنی دشمن است. دریچه بازداشت ۲ اسرائیلی دیگر به اتهام جاسوسی برای ایران موج دستگیری‌ها در فلسطین اشغالی به اتهام جاسوسی همچنان ادامه دارد و در تازه‌ترین مورد، تل‌آویو از بازداشت افرادی خبر داده که به ارسال اطلاعاتی حساس برای ایران متهم شده‌اند. روزنامه جروزالم‌پست دیروز (سه‌شنبه) نوشت: یک زن و مرد اسرائیلی در شهر رعنانا واقع در مرکز سرزمین‌های اشغالی، به اتهام جاسوسی برای ایران بازداشت شده‌اند. این عملیات به‌صورت مشترک توسط سرویس امنیت داخلی این رژیم (شاباک)، پلیس و یگان ویژه ضدتروریسم «یمام» انجام شده است. منابع رسمی می گویند بازداشت‌شدگان متهم‌اند که اطلاعاتی حساس را در اختیار طرف ایرانی قرار داده‌اند. به دستور دادگاه، اطلاعات بیشتر درباره هویت بازداشت‌شدگان و جزئیات پرونده در حال حاضر محرمانه نگه داشته شده است. این دستگیری در ادامه مجموعه‌ای از موارد مشابه طی ماه‌های گذشته رخ داده است؛ در هفته‌های اخیر نیز چندین فرد دیگر به اتهام همکاری اطلاعاتی با ایران بازداشت شده بودند. از جمله، بازداشت یک اسرائیلی در تل‌آویو که مظنون به ارتباط با ایران بود و همچنین پرونده‌ای جداگانه که در آن ۲ شهرک‌نشین دیگر به اتهام جمع‌آوری اطلاعات از تأسیسات نظامی تحت پیگرد قرار گرفتند. منابع خبری می گویند، سانسور اطلاعاتی شدید رسانه‌های اسرائیلی درباره ابعاد پرونده‌های امنیتی و افزایش مکرر بازداشت‌ها با محوریت «جاسوسی برای ایران» در ماه‌های اخیر، نشانه‌ای روشن از نفوذ اطلاعاتی متوالی در دستگاه‌های اسرائیل تلقی می‌شود. (1309, 303, 1561, 1940)
item-lead: نیوزیلند: (599, 1984, 642, 1996)
item-lead: هشدار ناتو: (590, 1322, 651, 1334)
list-item: رکورد فروش: بیشترین میزان فروش تسلیحات طی ۳ ماه گذشته به اندازه کل ۴ سال گذشته (392, 1616, 655, 1647)
stat-line: ۱۳۹۸۱ موشک ضدتانک (821, 1494, 939, 1507)
list-item (392, 2029, 655, 2090)
